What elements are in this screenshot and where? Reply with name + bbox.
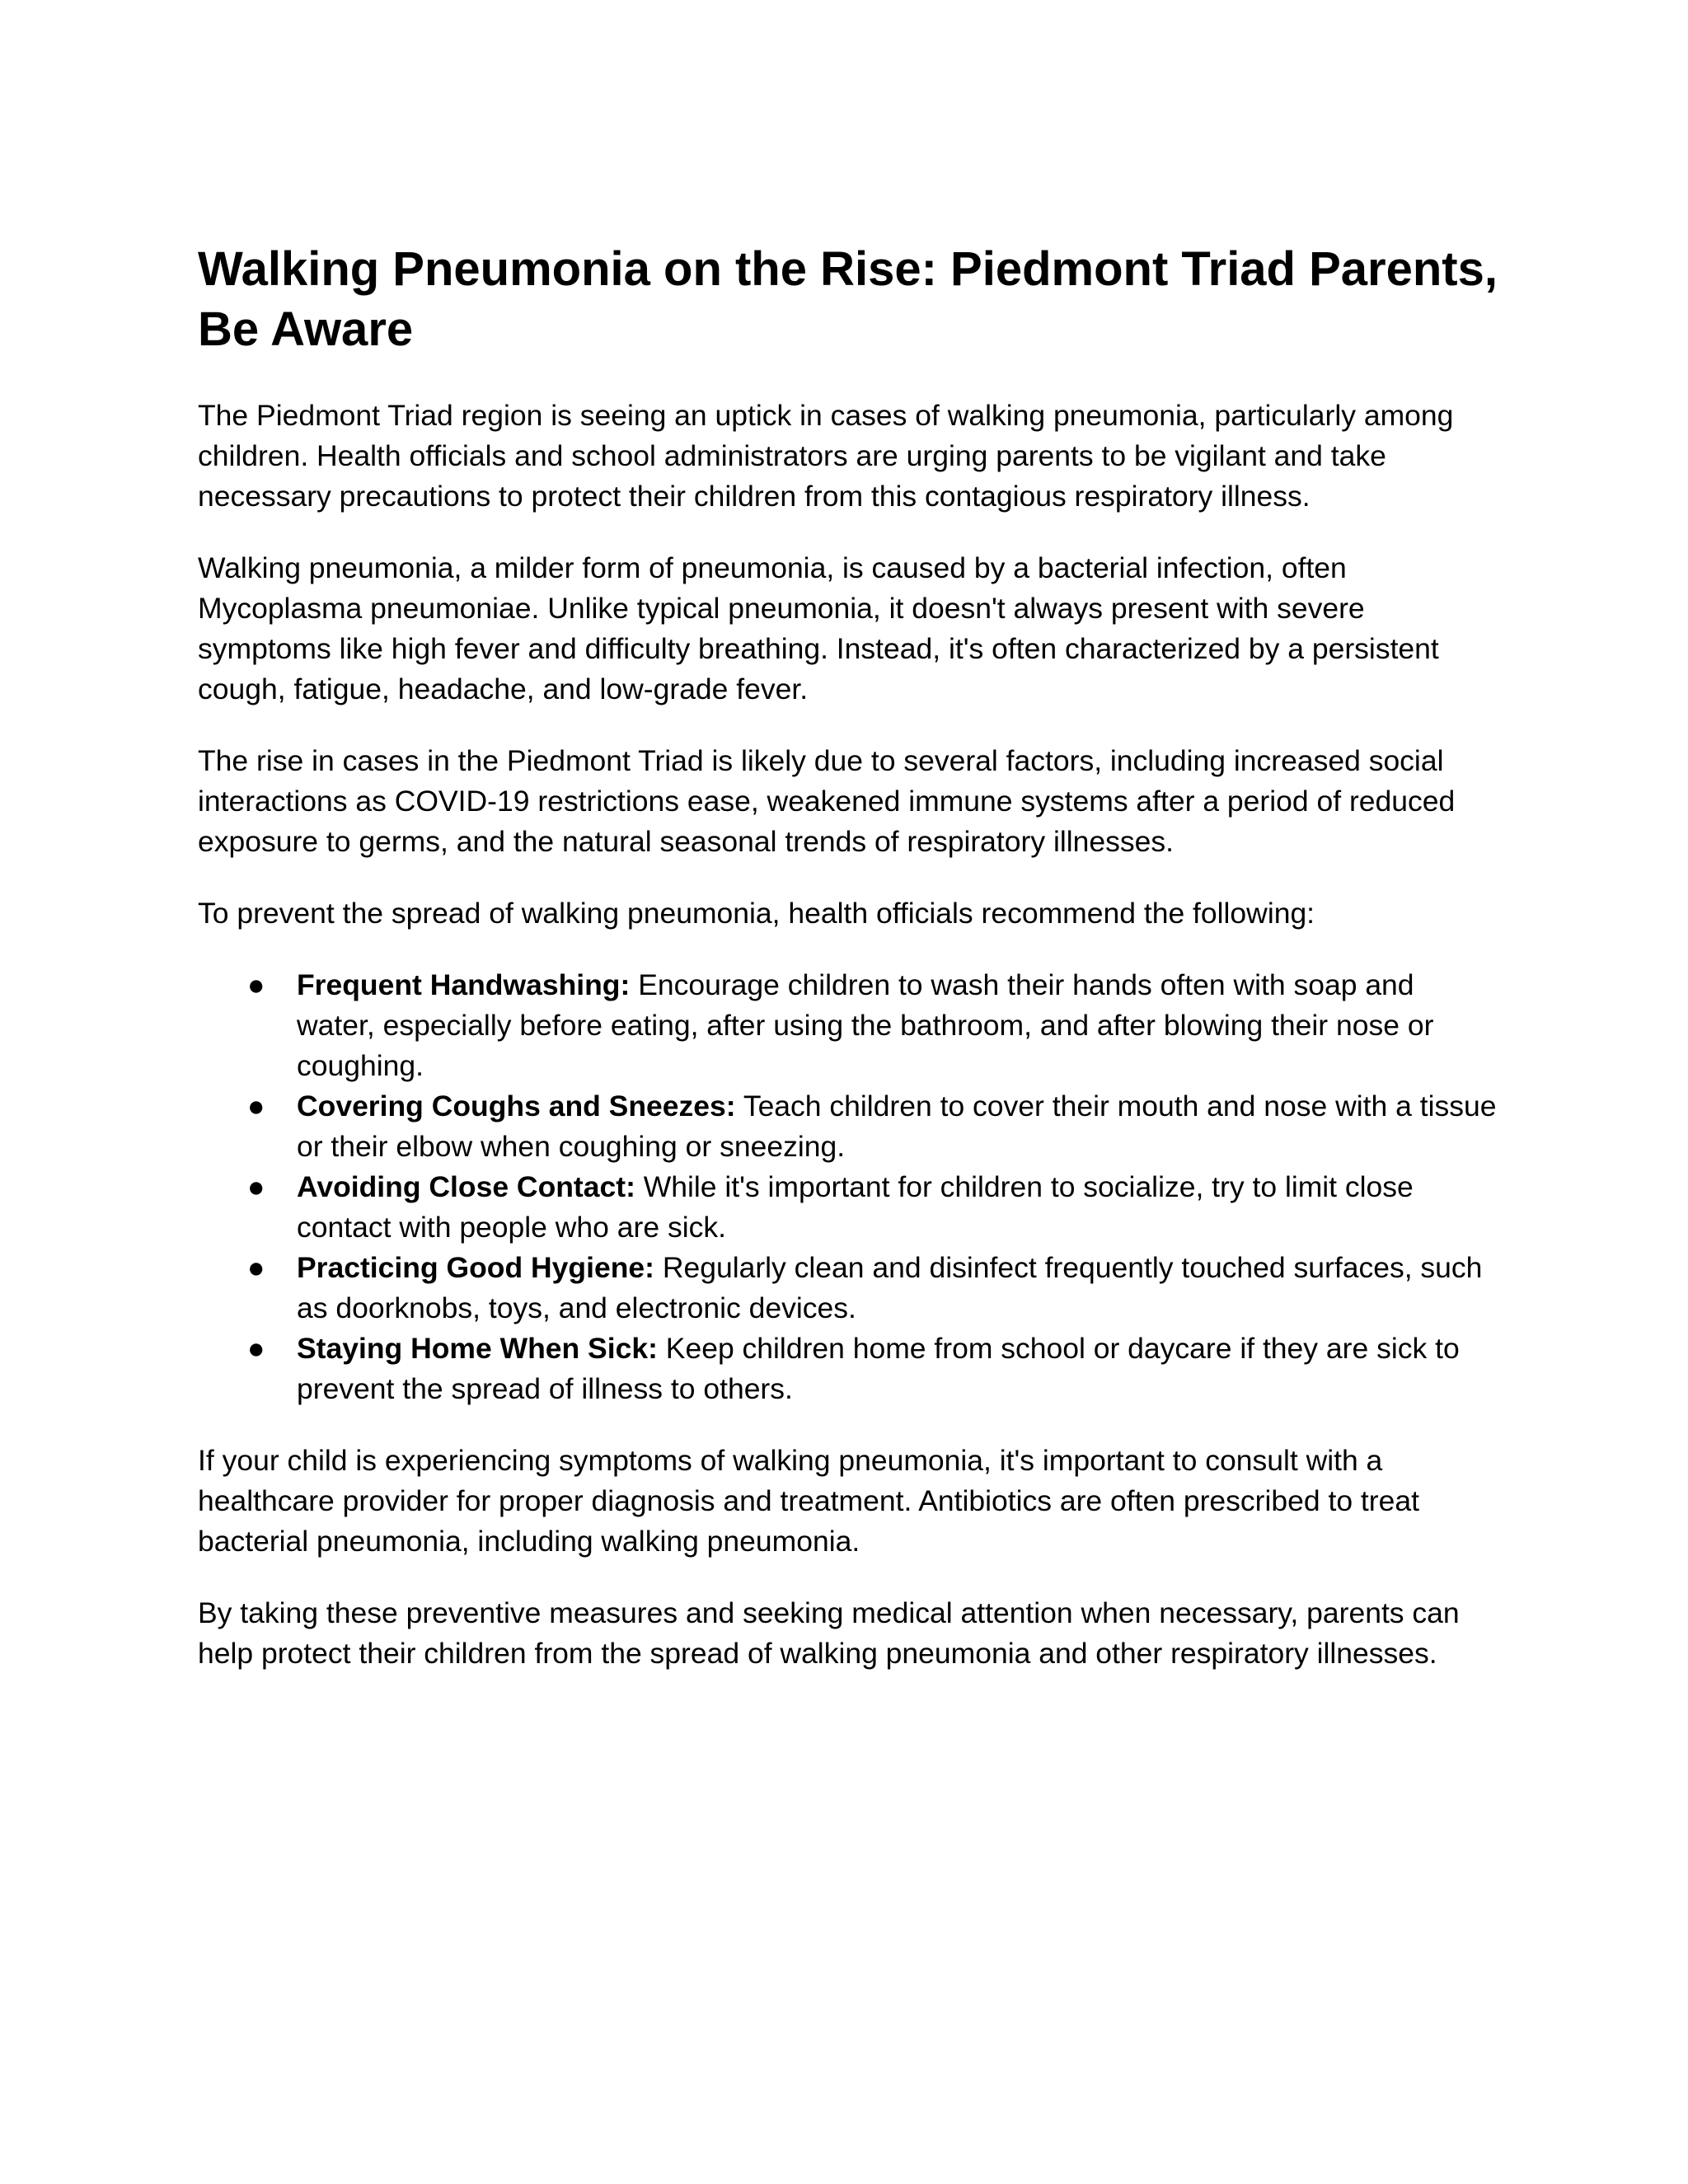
list-item <box>198 965 1500 1086</box>
list-item-term: Covering Coughs and Sneezes: <box>297 1090 736 1122</box>
paragraph-recommendations-intro: To prevent the spread of walking pneumonia, health officials recommend the following: <box>198 897 1315 930</box>
document-title: Walking Pneumonia on the Rise: Piedmont Triad Parents, Be Aware <box>198 242 1498 356</box>
list-item <box>198 1167 1500 1248</box>
list-item <box>198 1086 1500 1167</box>
list-item-text: Encourage children to wash their hands often with soap and water, especially before eating, after using the bathroom, and after blowing their nose or coughing. <box>297 968 1434 1082</box>
list-item <box>198 1329 1500 1409</box>
bullet-icon: ● <box>247 1170 265 1203</box>
prevention-list <box>198 965 1500 1409</box>
bullet-icon: ● <box>247 968 265 1001</box>
list-item-term: Practicing Good Hygiene: <box>297 1251 654 1284</box>
paragraph-conclusion: By taking these preventive measures and seeking medical attention when necessary, parents can help protect their children from the spread of walking pneumonia and other respiratory illnesses. <box>198 1596 1460 1670</box>
list-item-text: Keep children home from school or daycare if they are sick to prevent the spread of illness to others. <box>297 1332 1460 1405</box>
list-item-text: Teach children to cover their mouth and nose with a tissue or their elbow when coughing or sneezing. <box>297 1090 1497 1163</box>
bullet-icon: ● <box>247 1090 265 1122</box>
paragraph-treatment: If your child is experiencing symptoms of walking pneumonia, it's important to consult with a healthcare provider for proper diagnosis and treatment. Antibiotics are often prescribed to treat bacterial pneumonia, including walking pneumonia. <box>198 1444 1419 1558</box>
list-item <box>198 1248 1500 1329</box>
list-item-term: Staying Home When Sick: <box>297 1332 658 1365</box>
list-item-term: Avoiding Close Contact: <box>297 1170 635 1203</box>
paragraph-intro: The Piedmont Triad region is seeing an uptick in cases of walking pneumonia, particularly among children. Health officials and school administrators are urging parents to be vigilant and take necessary precautions to protect their children from this contagious respiratory illness. <box>198 399 1454 513</box>
bullet-icon: ● <box>247 1332 265 1365</box>
list-item-text: While it's important for children to socialize, try to limit close contact with people who are sick. <box>297 1170 1414 1244</box>
list-item-text: Regularly clean and disinfect frequently touched surfaces, such as doorknobs, toys, and electronic devices. <box>297 1251 1483 1324</box>
list-item-term: Frequent Handwashing: <box>297 968 631 1001</box>
document-page <box>198 239 1500 1674</box>
paragraph-causes: The rise in cases in the Piedmont Triad is likely due to several factors, including increased social interactions as COVID-19 restrictions ease, weakened immune systems after a period of reduced exposure to germs, and the natural seasonal trends of respiratory illnesses. <box>198 744 1456 858</box>
paragraph-definition: Walking pneumonia, a milder form of pneumonia, is caused by a bacterial infection, often Mycoplasma pneumoniae. Unlike typical pneumonia, it doesn't always present with severe symptoms like high fever and difficulty breathing. Instead, it's often characterized by a persistent cough, fatigue, headache, and low-grade fever. <box>198 551 1439 705</box>
bullet-icon: ● <box>247 1251 265 1284</box>
